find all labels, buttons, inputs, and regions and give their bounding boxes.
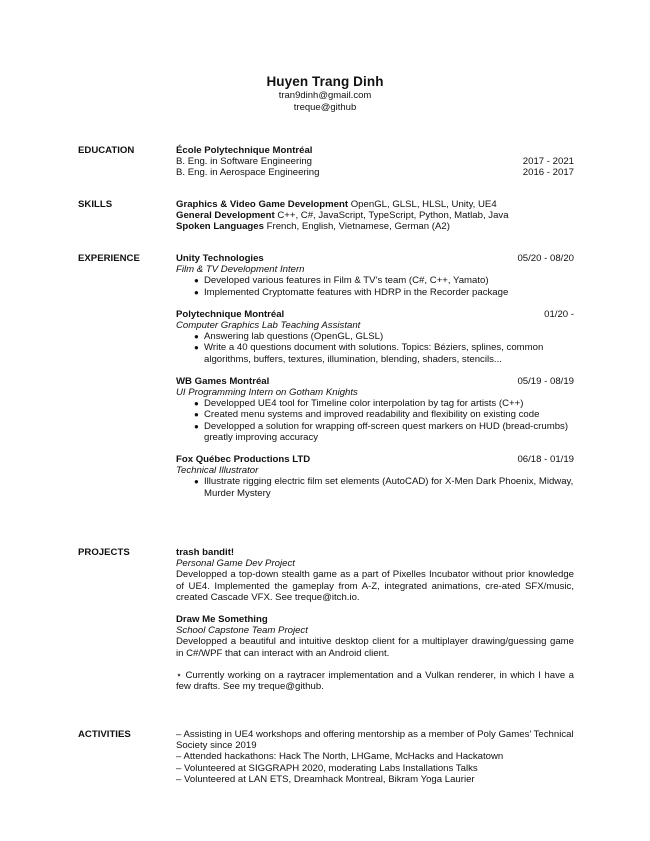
skill-line [176, 210, 574, 221]
job-bullet: ● Created menu systems and improved readability and flexibility on existing code [194, 409, 540, 421]
degree-title: B. Eng. in Software Engineering [176, 156, 312, 168]
degree-dates: 2017 - 2021 [522, 156, 574, 168]
degree-title: B. Eng. in Aerospace Engineering [176, 167, 320, 179]
bullet-icon: ● [194, 399, 199, 409]
bullet-icon: ● [194, 276, 199, 286]
project-entry [176, 614, 574, 659]
skill-values: C++, C#, JavaScript, TypeScript, Python, Matlab, Java [277, 210, 509, 222]
job-dates: 05/20 - 08/20 [517, 253, 574, 264]
job-bullet: ● Developed various features in Film & TV’s team (C#, C++, Yamato) [194, 275, 489, 287]
email-text: tran9dinh@gmail.com [278, 90, 372, 101]
skill-category: Graphics & Video Game Development [176, 199, 349, 210]
activities-heading: ACTIVITIES [78, 729, 131, 740]
job-entry [176, 309, 574, 365]
bullet-icon: ● [194, 410, 199, 420]
job-bullet: ● Write a 40 questions document with solutions. Topics: Béziers, splines, common algorithms, buffers, textures, illumination, blending, shaders, stencils... [194, 342, 544, 365]
projects-note: ⋆ Currently working on a raytracer implementation and a Vulkan renderer, in which I have a few drafts. See my treque@github. [176, 669, 574, 693]
company-name: Unity Technologies [176, 253, 264, 264]
project-subtitle: Personal Game Dev Project [176, 558, 295, 570]
school-name: École Polytechnique Montréal [176, 145, 313, 156]
project-entry [176, 547, 574, 603]
project-title: trash bandit! [176, 547, 235, 558]
bullet-icon: ● [194, 332, 199, 342]
project-description: Developped a beautiful and intuitive desktop client for a multiplayer drawing/guessing game in C#/WPF that can interact with an Android client. [176, 636, 574, 659]
job-role: UI Programming Intern on Gotham Knights [176, 387, 358, 399]
candidate-name: Huyen Trang Dinh [266, 74, 384, 89]
degree-row [176, 167, 574, 178]
job-dates: 05/19 - 08/19 [517, 375, 574, 387]
company-name: WB Games Montréal [176, 375, 270, 387]
skill-category: Spoken Languages [176, 221, 264, 233]
job-bullet: ● Answering lab questions (OpenGL, GLSL) [194, 331, 384, 343]
github-text: treque@github [293, 102, 357, 113]
experience-heading: EXPERIENCE [78, 253, 140, 264]
company-name: Fox Québec Productions LTD [176, 454, 311, 466]
job-bullet: ● Illustrate rigging electric film set elements (AutoCAD) for X-Men Dark Phoenix, Midway, Murder Mystery [194, 476, 574, 499]
education-heading: EDUCATION [78, 145, 135, 156]
job-role: Technical Illustrator [176, 465, 259, 477]
skill-values: French, English, Vietnamese, German (A2) [266, 221, 450, 233]
skill-line [176, 199, 574, 210]
job-dates: 01/20 - [544, 308, 574, 320]
skill-category: General Development [176, 210, 275, 222]
job-bullet: ● Developped UE4 tool for Timeline color interpolation by tag for artists (C++) [194, 398, 524, 410]
job-dates: 06/18 - 01/19 [517, 454, 574, 466]
activity-item: – Attended hackathons: Hack The North, LHGame, McHacks and Hackatown [176, 751, 504, 763]
project-description: Developped a top-down stealth game as a part of Pixelles Incubator without prior knowledge of UE4. Implemented the gameplay from A-Z, integrated animations, cre-ated SFX/music, created Cascade VFX. See treque@itch.io. [176, 569, 574, 603]
bullet-icon: ● [194, 421, 199, 431]
skill-values: OpenGL, GLSL, HLSL, Unity, UE4 [350, 199, 497, 210]
bullet-icon: ● [194, 287, 199, 297]
projects-heading: PROJECTS [78, 547, 130, 558]
job-entry [176, 454, 574, 499]
degree-dates: 2016 - 2017 [522, 167, 574, 179]
skill-line [176, 221, 574, 232]
bullet-icon: ● [194, 477, 199, 487]
job-bullet: ● Developped a solution for wrapping off-screen quest markers on HUD (bread-crumbs) greatly improving accuracy [194, 420, 569, 443]
resume-header [0, 74, 650, 114]
activity-item: – Volunteered at LAN ETS, Dreamhack Montreal, Bikram Yoga Laurier [176, 773, 475, 785]
skills-heading: SKILLS [78, 199, 113, 210]
bullet-icon: ● [194, 343, 199, 353]
company-name: Polytechnique Montréal [176, 308, 285, 320]
job-entry [176, 376, 574, 443]
activity-item: – Volunteered at SIGGRAPH 2020, moderating Labs Installations Talks [176, 762, 478, 774]
project-subtitle: School Capstone Team Project [176, 625, 308, 637]
job-role: Computer Graphics Lab Teaching Assistant [176, 320, 361, 332]
job-role: Film & TV Development Intern [176, 264, 305, 276]
activity-item: – Assisting in UE4 workshops and offering mentorship as a member of Poly Games’ Technical Society since 2019 [176, 729, 574, 752]
degree-row [176, 156, 574, 167]
job-bullet: ● Implemented Cryptomatte features with HDRP in the Recorder package [194, 286, 509, 298]
project-title: Draw Me Something [176, 614, 268, 626]
job-entry [176, 253, 574, 298]
